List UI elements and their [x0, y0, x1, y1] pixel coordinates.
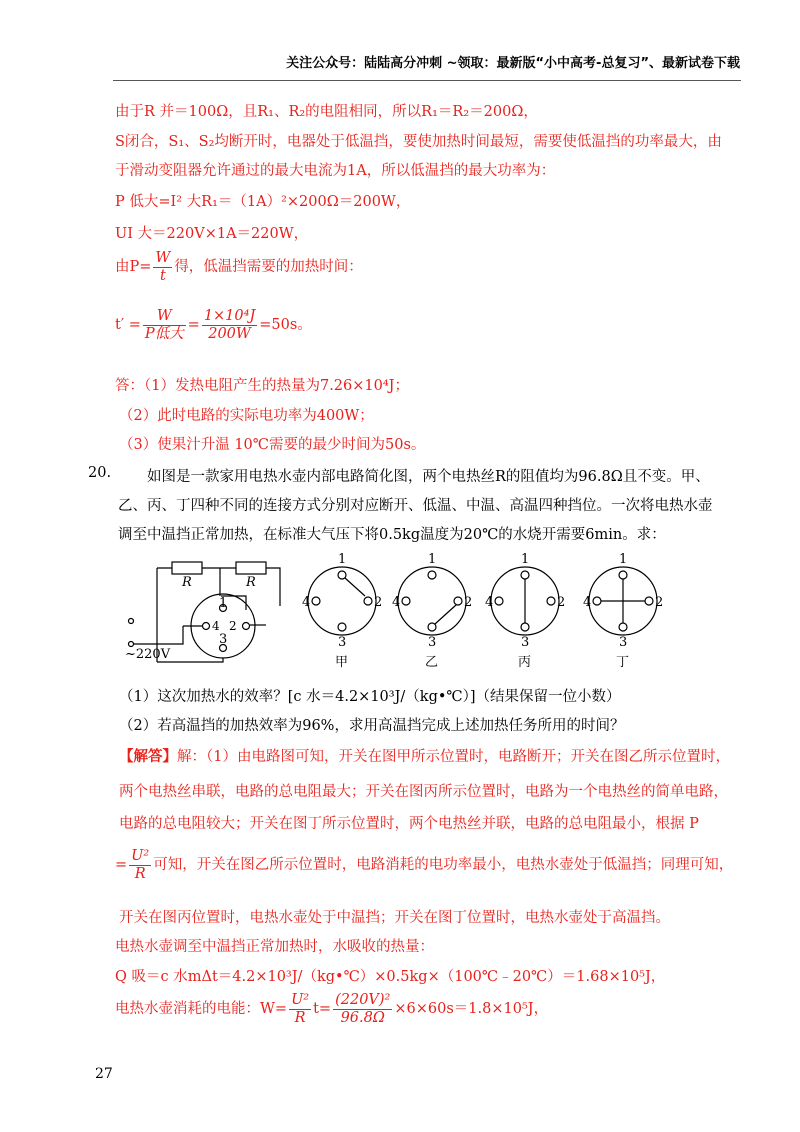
resistor-label-1: R [182, 575, 192, 590]
circuit-figure [125, 548, 665, 676]
caption-jia: 甲 [335, 655, 349, 670]
prev-line-4: P 低大=I² 大R₁＝（1A）²×200Ω＝200W， [115, 194, 411, 210]
question-line-2: 乙、丙、丁四种不同的连接方式分别对应断开、低温、中温、高温四种挡位。一次将电热水壶 [118, 498, 713, 514]
main-terminal-2: 2 [229, 619, 237, 633]
prev-line-3: 于滑动变阻器允许通过的最大电流为1A，所以低温挡的最大功率为： [115, 163, 556, 179]
prev-line-5: UI 大＝220V×1A＝220W， [115, 226, 309, 242]
solution-line-4: = $\frac{\text{U²}}{R}$ 可知，开关在图乙所示位置时，电路消耗的电功率最小，电热水壶处于低温挡；同理可知， [115, 848, 734, 882]
prev-line-2: S闭合，S₁、S₂均断开时，电器处于低温挡，要使加热时间最短，需要使低温挡的功率最大，由 [115, 134, 722, 150]
yi-terminal-3: 3 [428, 635, 437, 650]
solution-tag: 【解答】 [119, 748, 177, 765]
bing-terminal-4: 4 [485, 595, 494, 610]
main-terminal-1: 1 [219, 596, 228, 611]
bing-terminal-2: 2 [557, 595, 566, 610]
solution-line-2: 两个电热丝串联，电路的总电阻最大；开关在图丙所示位置时，电路为一个电热丝的简单电路， [119, 784, 728, 800]
page-number: 27 [95, 1066, 113, 1082]
solution-line-1: 【解答】解：（1）由电路图可知，开关在图甲所示位置时，电路断开；开关在图乙所示位置时， [119, 748, 730, 765]
caption-ding: 丁 [616, 655, 630, 670]
question-line-1: 如图是一款家用电热水壶内部电路简化图，两个电热丝R的阻值均为96.8Ω且不变。甲、 [147, 469, 710, 485]
prev-line-1: 由于R 并＝100Ω，且R₁、R₂的电阻相同，所以R₁＝R₂＝200Ω， [115, 104, 538, 120]
caption-yi: 乙 [425, 655, 439, 670]
main-terminal-4: 4 [212, 619, 220, 633]
answer-2: （2）此时电路的实际电功率为400W； [119, 408, 374, 424]
question-line-3: 调至中温挡正常加热，在标准大气压下将0.5kg温度为20℃的水烧开需要6min。求： [118, 527, 666, 543]
yi-terminal-4: 4 [392, 595, 401, 610]
yi-terminal-1: 1 [428, 552, 437, 567]
answer-1: 答：（1）发热电阻产生的热量为7.26×10⁴J； [115, 378, 409, 394]
bing-terminal-1: 1 [521, 552, 530, 567]
main-terminal-3: 3 [219, 632, 228, 647]
solution-line-6: 电热水壶调至中温挡正常加热时，水吸收的热量： [115, 939, 434, 955]
solution-line-8: 电热水壶消耗的电能：W= $\frac{\text{U²}}{R}$ t= $\frac{\text{(220V)²}}{96.8\Omega}$ ×6×60s＝1.8×10⁵J， [115, 992, 549, 1026]
yi-terminal-2: 2 [464, 595, 473, 610]
solution-line-5: 开关在图丙位置时，电热水壶处于中温挡；开关在图丁位置时，电热水壶处于高温挡。 [119, 910, 670, 926]
sub-question-2: （2）若高温挡的加热效率为96%，求用高温挡完成上述加热任务所用的时间？ [119, 718, 625, 734]
ding-terminal-3: 3 [619, 635, 628, 650]
prev-line-7: t′ = $\frac{W}{\text{P低大}}$ = $\frac{\text{1×10⁴J}}{200W}$ =50s。 [115, 308, 312, 342]
prev-line-6: 由P= $\frac{W}{t}$ 得，低温挡需要的加热时间： [115, 250, 363, 284]
solution-line-3: 电路的总电阻较大；开关在图丁所示位置时，两个电热丝并联，电路的总电阻最小，根据 P [119, 816, 699, 832]
jia-terminal-1: 1 [338, 552, 347, 567]
bing-terminal-3: 3 [521, 635, 530, 650]
caption-bing: 丙 [518, 655, 532, 670]
resistor-label-2: R [246, 575, 256, 590]
answer-3: （3）使果汁升温 10℃需要的最少时间为50s。 [119, 437, 426, 453]
header-divider [113, 80, 741, 81]
page-header: 关注公众号：陆陆高分冲刺 ~领取：最新版“小中高考-总复习”、最新试卷下载 [286, 56, 740, 71]
ding-terminal-4: 4 [583, 595, 592, 610]
ding-terminal-1: 1 [619, 552, 628, 567]
jia-terminal-2: 2 [374, 595, 383, 610]
ding-terminal-2: 2 [655, 595, 664, 610]
sub-question-1: （1）这次加热水的效率？[c 水＝4.2×10³J/（kg•℃）]（结果保留一位小数） [119, 689, 621, 705]
jia-terminal-4: 4 [302, 595, 311, 610]
voltage-label: ~220V [125, 647, 171, 662]
solution-line-7: Q 吸＝c 水mΔt＝4.2×10³J/（kg•℃）×0.5kg×（100℃﹣20℃）＝1.68×10⁵J， [115, 969, 666, 985]
jia-terminal-3: 3 [338, 635, 347, 650]
question-number: 20. [88, 465, 112, 481]
